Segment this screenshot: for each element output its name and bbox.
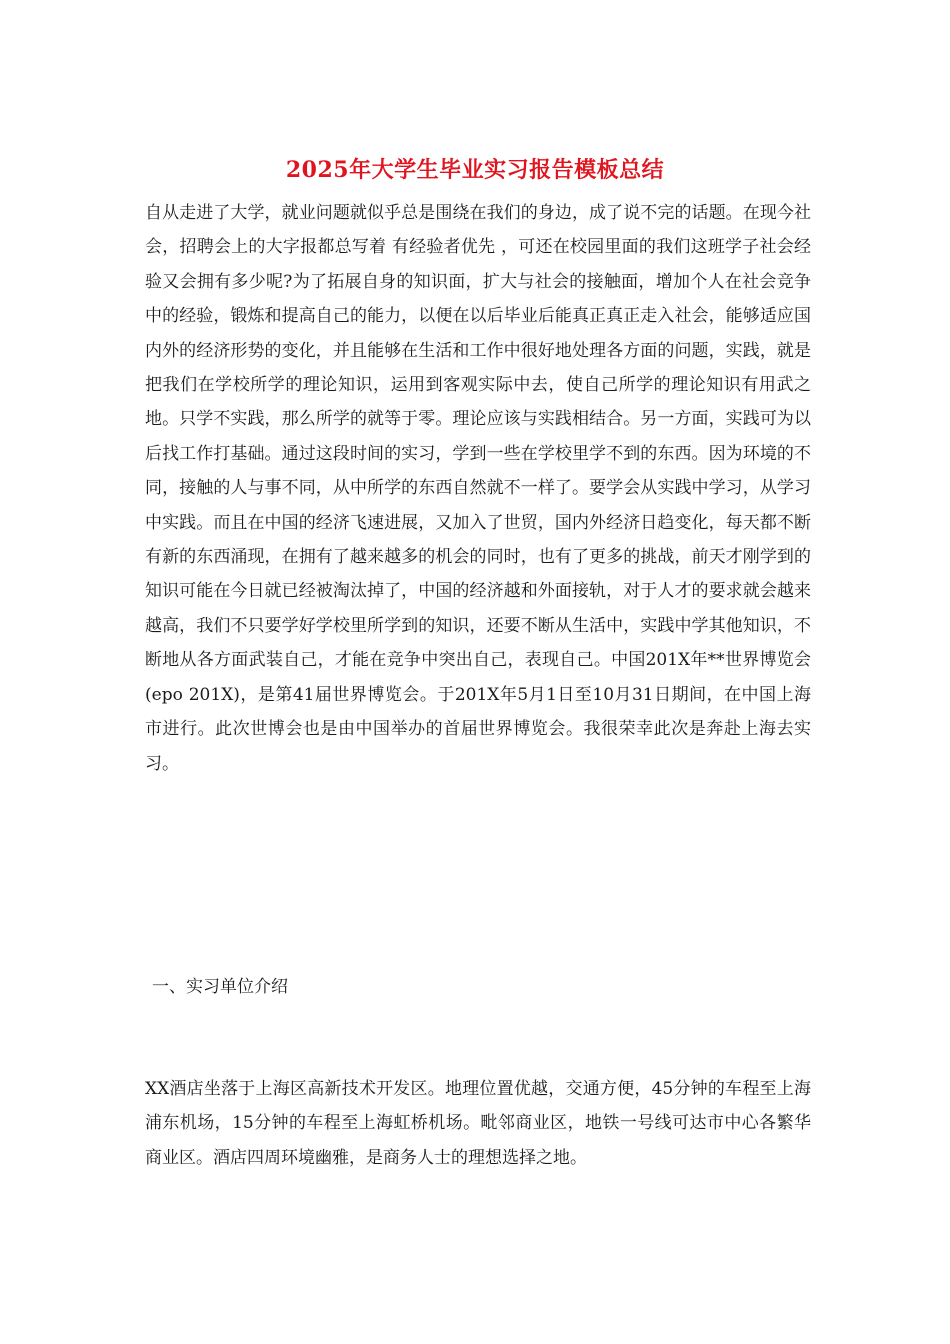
document-title: 2025年大学生毕业实习报告模板总结 (285, 157, 665, 183)
section-paragraph-hotel-intro: XX酒店坐落于上海区高新技术开发区。地理位置优越，交通方便，45分钟的车程至上海浦东机场，15分钟的车程至上海虹桥机场。毗邻商业区，地铁一号线可达市中心各繁华商业区。酒店四周环境幽雅，是商务人士的理想选择之地。 (145, 1079, 811, 1168)
section-heading-internship-unit: 一、实习单位介绍 (152, 977, 288, 997)
intro-paragraph: 自从走进了大学，就业问题就似乎总是围绕在我们的身边，成了说不完的话题。在现今社会，招聘会上的大字报都总写着 有经验者优先 ，可还在校园里面的我们这班学子社会经验又会拥有多少呢?为了拓展自身的知识面，扩大与社会的接触面，增加个人在社会竞争中的经验，锻炼和提高自己的能力，以便在以后毕业后能真正真正走入社会，能够适应国内外的经济形势的变化，并且能够在生活和工作中很好地处理各方面的问题，实践，就是把我们在学校所学的理论知识，运用到客观实际中去，使自己所学的理论知识有用武之地。只学不实践，那么所学的就等于零。理论应该与实践相结合。另一方面，实践可为以后找工作打基础。通过这段时间的实习，学到一些在学校里学不到的东西。因为环境的不同，接触的人与事不同，从中所学的东西自然就不一样了。要学会从实践中学习，从学习中实践。而且在中国的经济飞速进展，又加入了世贸，国内外经济日趋变化，每天都不断有新的东西涌现，在拥有了越来越多的机会的同时，也有了更多的挑战，前天才刚学到的知识可能在今日就已经被淘汰掉了，中国的经济越和外面接轨，对于人才的要求就会越来越高，我们不只要学好学校里所学到的知识，还要不断从生活中，实践中学其他知识，不断地从各方面武装自己，才能在竞争中突出自己，表现自己。中国201X年**世界博览会(epo 201X)，是第41届世界博览会。于201X年5月1日至10月31日期间，在中国上海市进行。此次世博会也是由中国举办的首届世界博览会。我很荣幸此次是奔赴上海去实习。 (145, 203, 811, 774)
